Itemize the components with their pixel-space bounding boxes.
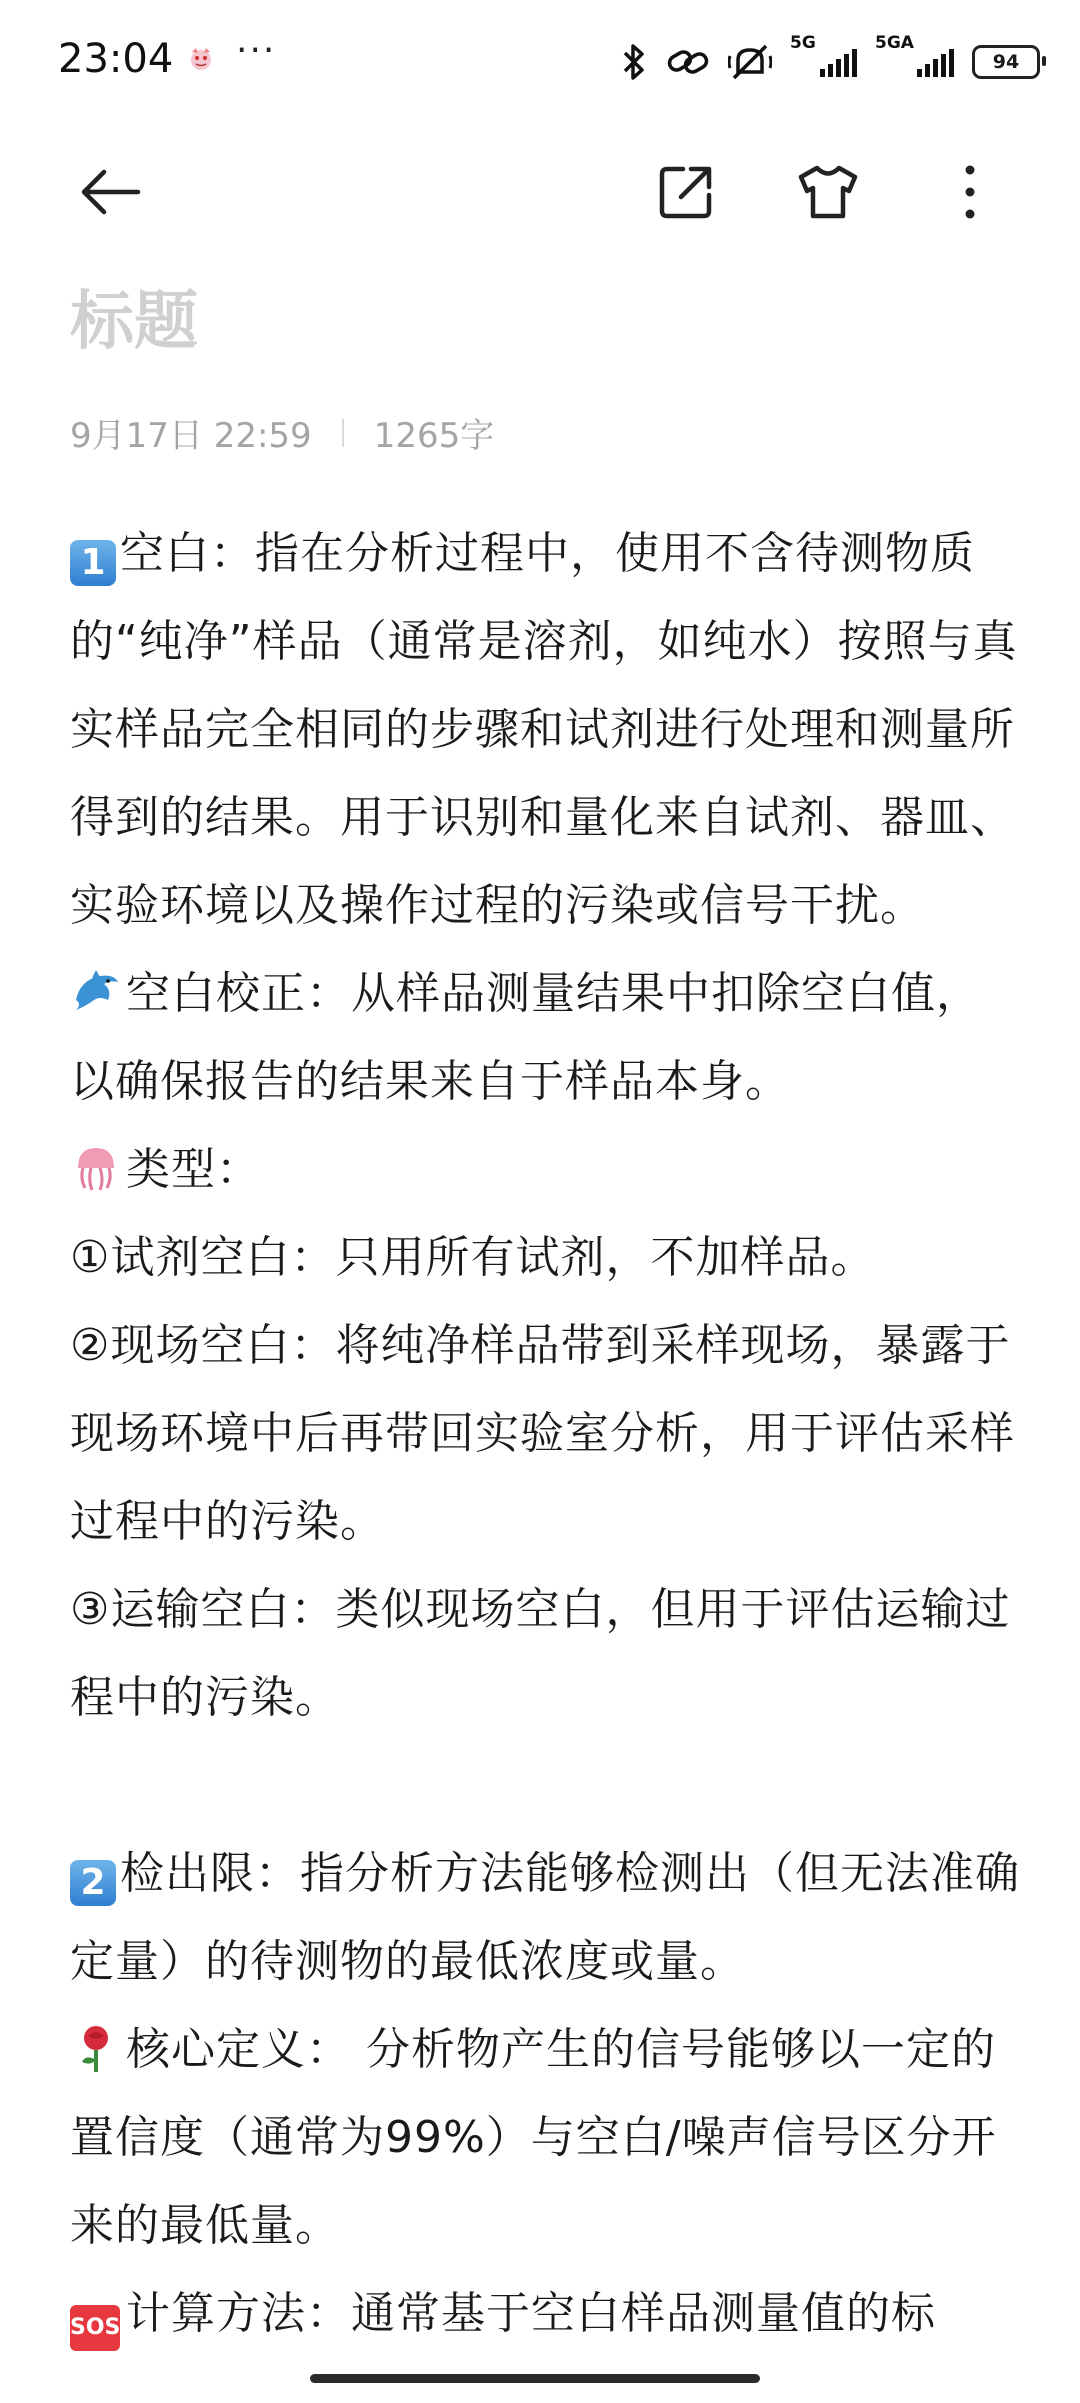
shirt-icon — [797, 163, 859, 221]
paragraph-text: 类型： — [126, 1144, 261, 1195]
paragraph-field-blank: ②现场空白：将纯净样品带到采样现场，暴露于现场环境中后再带回实验室分析，用于评估采样过程中的污染。 — [70, 1320, 1015, 1547]
rose-emoji — [70, 2022, 122, 2074]
signal-strength-2 — [875, 33, 954, 77]
status-bar — [0, 0, 1080, 120]
paragraph-calculation — [70, 2270, 1020, 2358]
mute-vibrate-icon — [728, 42, 772, 82]
paragraph-core-definition — [70, 2006, 1020, 2270]
status-icons — [620, 34, 1040, 90]
network-type-2: 5GA — [875, 33, 914, 53]
back-button[interactable] — [70, 152, 150, 232]
bluetooth-icon — [620, 42, 648, 82]
dolphin-emoji — [70, 966, 122, 1018]
note-title-input[interactable]: 标题 — [70, 285, 198, 359]
paragraph-detection-limit — [70, 1830, 1020, 2006]
keycap-2-emoji: 2 — [70, 1860, 116, 1906]
status-time: 23:04 — [58, 36, 174, 82]
notification-app-icon — [186, 44, 216, 74]
signal-strength-1 — [790, 33, 857, 77]
back-arrow-icon — [78, 167, 142, 217]
share-button[interactable] — [646, 152, 726, 232]
paragraph-text: 计算方法：通常基于空白样品测量值的标 — [126, 2288, 936, 2339]
meta-divider — [342, 419, 344, 447]
note-toolbar — [0, 130, 1080, 250]
jellyfish-emoji — [70, 1142, 122, 1194]
paragraph-text: 空白：指在分析过程中，使用不含待测物质的“纯净”样品（通常是溶剂，如纯水）按照与真实样品完全相同的步骤和试剂进行处理和测量所得到的结果。用于识别和量化来自试剂、器皿、实验环境以及操作过程的污染或信号干扰。 — [70, 528, 1018, 931]
paragraph-blank-correction — [70, 950, 1020, 1126]
sos-emoji: SOS — [70, 2305, 120, 2351]
link-icon — [666, 42, 710, 82]
more-options-button[interactable] — [930, 152, 1010, 232]
paragraph-text: 核心定义： 分析物产生的信号能够以一定的置信度（通常为99%）与空白/噪声信号区分开来的最低量。 — [70, 2024, 997, 2251]
note-date: 9月17日 22:59 — [70, 416, 312, 456]
battery-level: 94 — [992, 51, 1020, 73]
paragraph-blank — [70, 510, 1020, 950]
note-meta — [70, 408, 494, 457]
theme-button[interactable] — [788, 152, 868, 232]
paragraph-text: 检出限：指分析方法能够检测出（但无法准确定量）的待测物的最低浓度或量。 — [70, 1848, 1020, 1987]
note-body[interactable] — [70, 510, 1020, 2358]
more-vertical-icon — [960, 164, 980, 220]
keycap-1-emoji: 1 — [70, 540, 116, 586]
battery-icon — [972, 45, 1040, 79]
paragraph-text: 空白校正：从样品测量结果中扣除空白值，以确保报告的结果来自于样品本身。 — [70, 968, 981, 1107]
paragraph-reagent-blank: ①试剂空白：只用所有试剂，不加样品。 — [70, 1232, 876, 1283]
paragraph-transport-blank: ③运输空白：类似现场空白，但用于评估运输过程中的污染。 — [70, 1584, 1011, 1723]
empty-line — [70, 1742, 1020, 1830]
note-word-count: 1265字 — [373, 416, 495, 456]
more-notifications-icon: ··· — [236, 30, 277, 71]
home-indicator[interactable] — [310, 2374, 760, 2383]
paragraph-types — [70, 1126, 1020, 1214]
network-type-1: 5G — [790, 33, 816, 53]
share-icon — [657, 163, 715, 221]
